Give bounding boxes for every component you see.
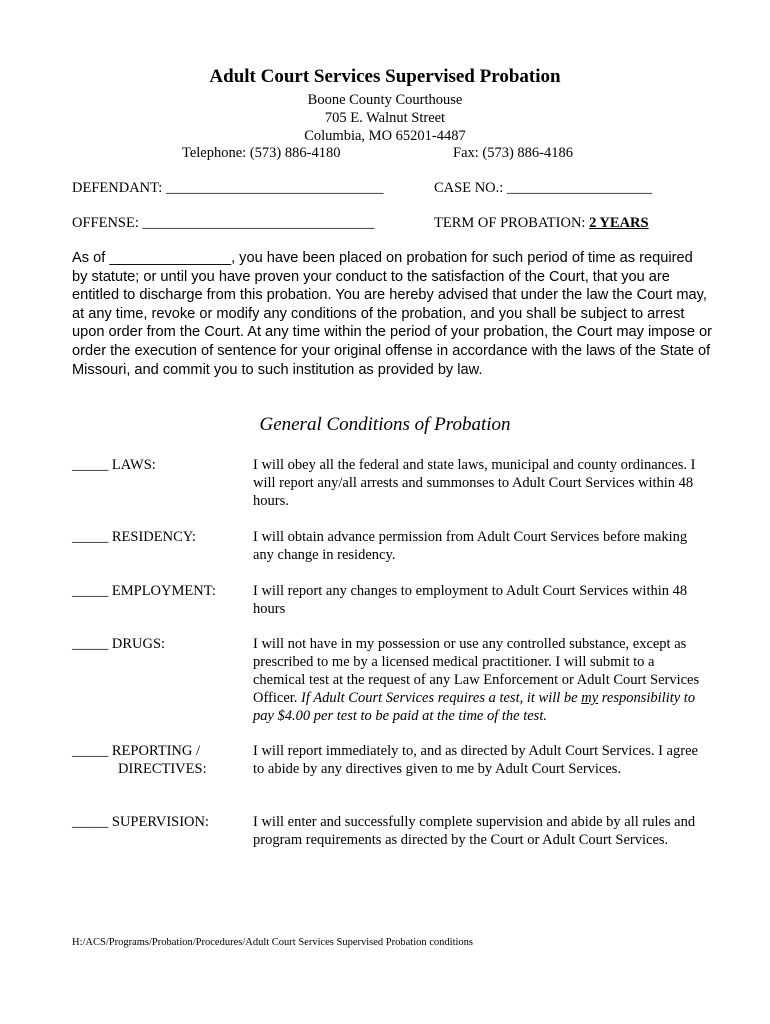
case-number-field [434, 180, 652, 197]
section-title: General Conditions of Probation [259, 414, 511, 435]
address-line-2: 705 E. Walnut Street [324, 110, 446, 126]
offense-field [72, 215, 375, 232]
condition-label-reporting: _____ REPORTING / [72, 743, 201, 759]
condition-label-directives: DIRECTIVES: [118, 761, 207, 777]
intro-paragraph [72, 249, 712, 379]
drugs-italic-underlined: my [581, 690, 599, 706]
defendant-blank[interactable]: ______________________________ [165, 180, 384, 196]
document-title: Adult Court Services Supervised Probation [209, 66, 561, 87]
drugs-text: I will not have in my possession or use any controlled substance, except as prescribed to me by a licensed medical practitioner. I will submit to a chemical test at the request of any Law Enforcement or Adult Court Services Officer. [253, 636, 700, 706]
fax: Fax: (573) 886-4186 [453, 145, 574, 161]
intro-text: , you have been placed on probation for such period of time as required by statute; or until you have proven your conduct to the satisfaction of the Court, that you are entitled to discharge from this probation. You are hereby advised that under the law the Court may, at any time, revoke or modify any conditions of the probation, and you shall be subject to arrest upon order from the Court. At any time within the period of your probation, the Court may impose or order the execution of sentence for your original offense in accordance with the laws of the State of Missouri, and commit you to such institution as provided by law. [72, 250, 713, 378]
defendant-field [72, 180, 383, 197]
condition-label-laws: _____ LAWS: [72, 457, 156, 473]
case-number-label: CASE NO.: [434, 180, 504, 196]
drugs-italic-a: If Adult Court Services requires a test, it will be [301, 690, 582, 706]
condition-label-employment: _____ EMPLOYMENT: [72, 583, 216, 599]
intro-date-blank[interactable]: _______________ [109, 250, 232, 266]
telephone: Telephone: (573) 886-4180 [182, 145, 341, 161]
condition-label-residency: _____ RESIDENCY: [72, 529, 196, 545]
condition-text-drugs [253, 635, 703, 725]
condition-label-supervision: _____ SUPERVISION: [72, 814, 210, 830]
condition-text-residency: I will obtain advance permission from Adult Court Services before making any change in residency. [253, 529, 688, 563]
condition-label-drugs: _____ DRUGS: [72, 636, 166, 652]
condition-text-laws: I will obey all the federal and state laws, municipal and county ordinances. I will report any/all arrests and summonses to Adult Court Services within 48 hours. [253, 457, 696, 509]
condition-text-employment: I will report any changes to employment to Adult Court Services within 48 hours [253, 583, 688, 617]
condition-text-supervision: I will enter and successfully complete supervision and abide by all rules and program requirements as directed by the Court or Adult Court Services. [253, 814, 696, 848]
term-value: 2 YEARS [589, 215, 649, 231]
term-of-probation-field [434, 215, 649, 232]
address-line-3: Columbia, MO 65201-4487 [304, 128, 466, 144]
address-line-1: Boone County Courthouse [307, 92, 463, 108]
condition-text-reporting: I will report immediately to, and as directed by Adult Court Services. I agree to abide by any directives given to me by Adult Court Services. [253, 743, 698, 777]
offense-blank[interactable]: ________________________________ [142, 215, 375, 231]
drugs-italic-b: responsibility to pay $4.00 per test to be paid at the time of the test. [253, 690, 696, 724]
intro-as-of: As of [72, 250, 106, 266]
footer-path: H:/ACS/Programs/Probation/Procedures/Adult Court Services Supervised Probation conditions [72, 937, 474, 948]
offense-label: OFFENSE: [72, 215, 139, 231]
defendant-label: DEFENDANT: [72, 180, 163, 196]
term-label: TERM OF PROBATION: [434, 215, 586, 231]
case-number-blank[interactable]: ____________________ [506, 180, 652, 196]
